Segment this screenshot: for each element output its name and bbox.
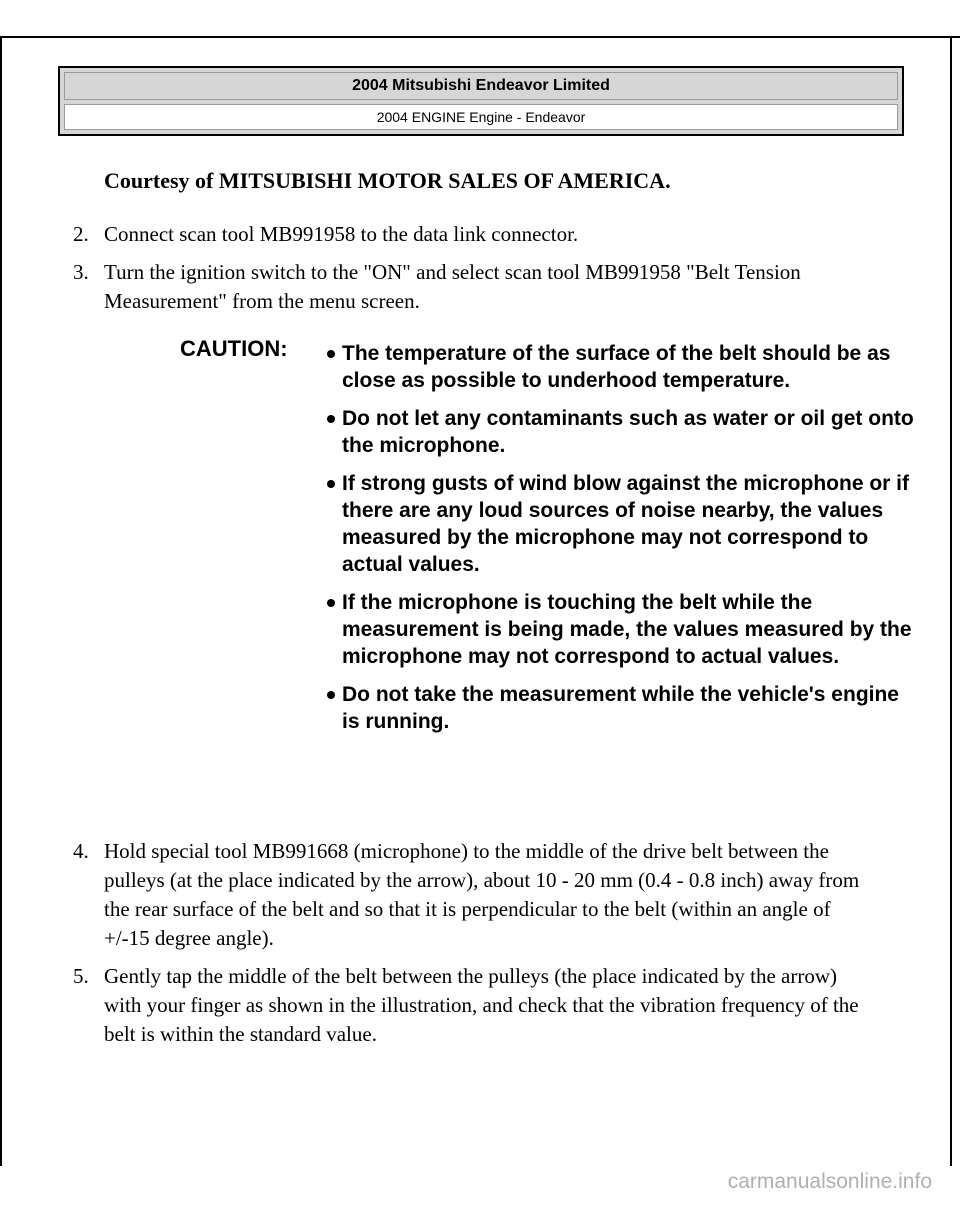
step-text: Connect scan tool MB991958 to the data link connector.: [104, 222, 579, 246]
header-title: 2004 Mitsubishi Endeavor Limited: [64, 72, 898, 100]
bullet-icon: [327, 415, 335, 423]
step-text: Turn the ignition switch to the "ON" and select scan tool MB991958 "Belt Tension Measurement" from the menu screen.: [104, 260, 801, 313]
caution-item: [324, 589, 914, 670]
step-number: 2.: [73, 222, 89, 246]
frame-right-border: [950, 36, 952, 1166]
caution-item-text: If strong gusts of wind blow against the microphone or if there are any loud sources of noise nearby, the values measured by the microphone may not correspond to actual values.: [342, 472, 909, 576]
step-number: 3.: [73, 260, 89, 284]
caution-item-text: If the microphone is touching the belt while the measurement is being made, the values measured by the microphone may not correspond to actual values.: [342, 591, 912, 668]
watermark: carmanualsonline.info: [727, 1170, 932, 1193]
caution-label: CAUTION:: [180, 336, 288, 361]
step-item: [73, 220, 873, 249]
step-text: Gently tap the middle of the belt between the pulleys (the place indicated by the arrow) with your finger as shown in the illustration, and check that the vibration frequency of the belt is within the standard value.: [104, 964, 859, 1046]
bullet-icon: [327, 599, 335, 607]
step-number: 5.: [73, 964, 89, 988]
bullet-icon: [327, 350, 335, 358]
step-item: [73, 837, 873, 953]
step-number: 4.: [73, 839, 89, 863]
frame-left-border: [0, 36, 2, 1166]
caution-item-text: The temperature of the surface of the belt should be as close as possible to underhood temperature.: [342, 342, 891, 392]
caution-item-text: Do not take the measurement while the vehicle's engine is running.: [342, 683, 899, 733]
bullet-icon: [327, 480, 335, 488]
step-text: Hold special tool MB991668 (microphone) to the middle of the drive belt between the pulleys (at the place indicated by the arrow), about 10 - 20 mm (0.4 - 0.8 inch) away from the rear surface of the belt and so that it is perpendicular to the belt (within an angle of +/-15 degree angle).: [104, 839, 860, 950]
frame-top-border: [0, 36, 960, 38]
header-subtitle: 2004 ENGINE Engine - Endeavor: [64, 104, 898, 130]
step-item: [73, 962, 873, 1049]
caution-list: [324, 340, 914, 746]
caution-item: [324, 681, 914, 735]
bullet-icon: [327, 691, 335, 699]
caution-item-text: Do not let any contaminants such as water or oil get onto the microphone.: [342, 407, 914, 457]
document-header: [58, 66, 904, 136]
courtesy-caption: Courtesy of MITSUBISHI MOTOR SALES OF AMERICA.: [104, 168, 671, 193]
caution-item: [324, 470, 914, 578]
caution-item: [324, 405, 914, 459]
caution-item: [324, 340, 914, 394]
step-item: [73, 258, 873, 316]
